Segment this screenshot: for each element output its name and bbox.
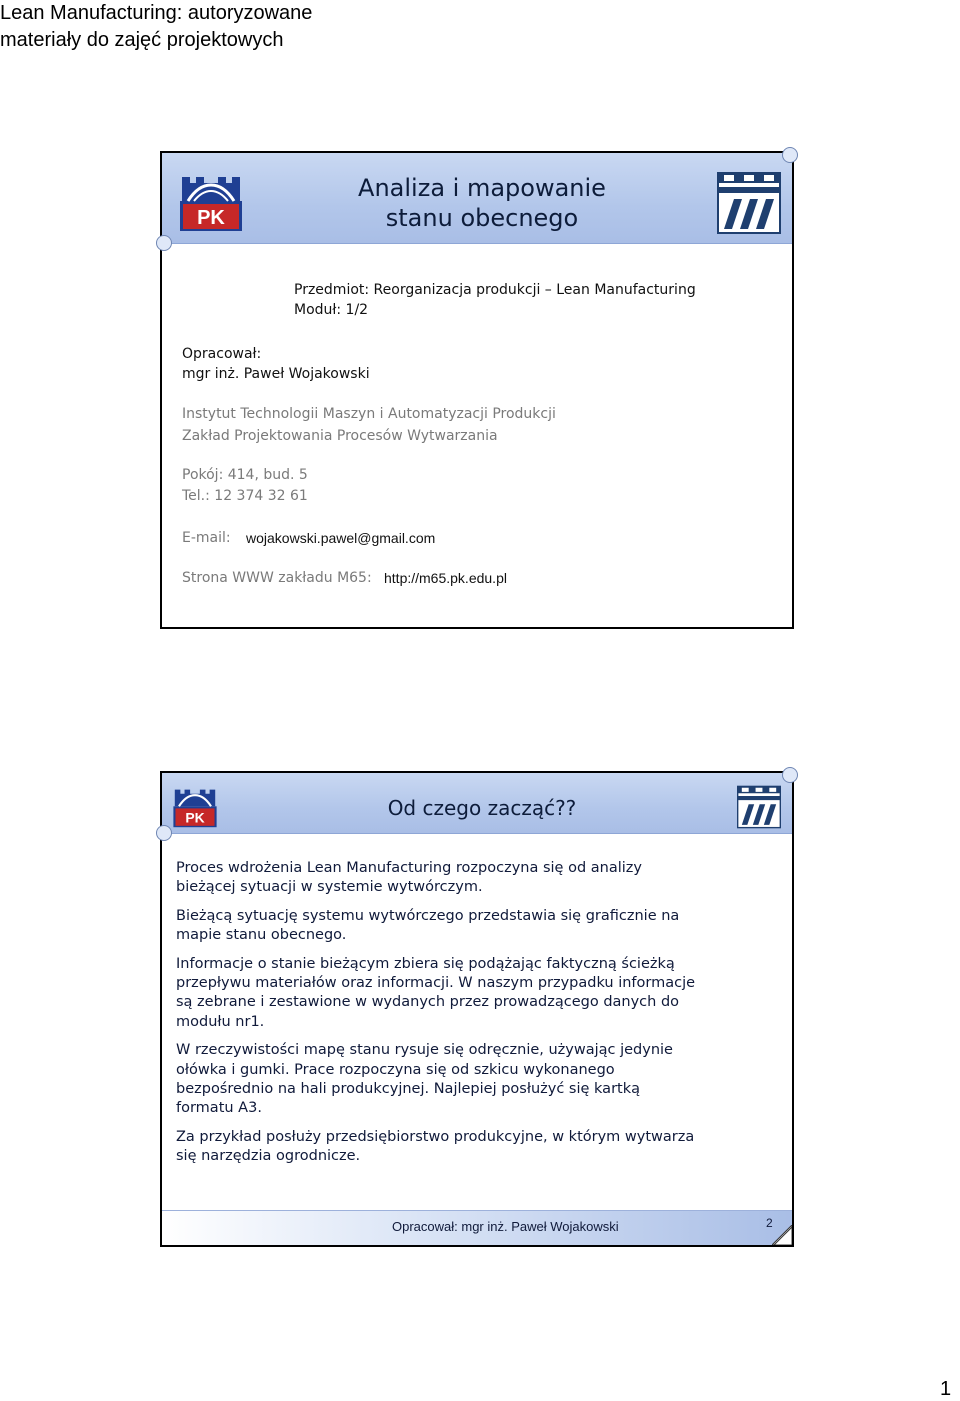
www-label: Strona WWW zakładu M65:	[182, 570, 372, 586]
slide-title	[160, 151, 794, 629]
body-line: Informacje o stanie bieżącym zbiera się podążając faktyczną ścieżką	[176, 955, 675, 972]
logo-letters: PK	[185, 809, 205, 826]
body-line: są zebrane i zestawione w wydanych przez prowadzącego danych do	[176, 994, 680, 1011]
body-paragraph	[176, 1128, 776, 1167]
logo-letters: PK	[197, 207, 225, 229]
subject-text: Przedmiot: Reorganizacja produkcji – Lean Manufacturing	[294, 282, 696, 298]
body-line: Za przykład posłuży przedsiębiorstwo produkcyjne, w którym wytwarza	[176, 1128, 695, 1145]
document-title-line1: Lean Manufacturing: autoryzowane	[0, 2, 313, 24]
scroll-curl-icon	[782, 147, 798, 163]
footer-slide-number: 2	[766, 1216, 773, 1230]
institute-logo	[716, 171, 782, 235]
email-link[interactable]: wojakowski.pawel@gmail.com	[246, 530, 436, 546]
www-link[interactable]: http://m65.pk.edu.pl	[384, 570, 507, 586]
body-line: Bieżącą sytuację systemu wytwórczego przedstawia się graficznie na	[176, 907, 680, 924]
pk-university-logo	[172, 785, 218, 829]
scroll-curl-icon	[156, 235, 172, 251]
pk-university-logo	[178, 171, 244, 233]
page-curl-icon	[772, 1225, 792, 1245]
body-line: ołówka i gumki. Prace rozpoczyna się od szkicu wykonanego	[176, 1061, 615, 1078]
scroll-curl-icon	[782, 767, 798, 783]
email-label: E-mail:	[182, 530, 231, 546]
body-paragraph	[176, 859, 776, 898]
body-line: W rzeczywistości mapę stanu rysuje się odręcznie, używając jedynie	[176, 1042, 673, 1059]
document-title	[0, 0, 420, 54]
slide-title-line2: stanu obecnego	[385, 204, 579, 232]
scroll-curl-icon	[156, 825, 172, 841]
institute-name: Instytut Technologii Maszyn i Automatyzacji Produkcji	[182, 406, 556, 422]
phone-info: Tel.: 12 374 32 61	[182, 488, 308, 504]
slide-banner	[162, 773, 792, 834]
department-name: Zakład Projektowania Procesów Wytwarzania	[182, 428, 498, 444]
slide-footer	[162, 1210, 792, 1245]
body-line: Proces wdrożenia Lean Manufacturing rozpoczyna się od analizy	[176, 860, 642, 876]
slide-body	[176, 859, 776, 1176]
body-paragraph	[176, 955, 776, 1033]
slide-content	[160, 771, 794, 1247]
body-line: mapie stanu obecnego.	[176, 927, 347, 944]
institute-logo	[736, 785, 782, 829]
body-line: modułu nr1.	[176, 1013, 265, 1030]
body-line: formatu A3.	[176, 1100, 262, 1117]
slide-banner	[162, 153, 792, 244]
slide-title-text	[312, 173, 652, 233]
body-line: przepływu materiałów oraz informacji. W naszym przypadku informacje	[176, 975, 696, 992]
slide-title-line1: Analiza i mapowanie	[358, 174, 606, 202]
footer-author: Opracował: mgr inż. Paweł Wojakowski	[392, 1219, 619, 1234]
room-info: Pokój: 414, bud. 5	[182, 467, 308, 483]
body-line: bezpośrednio na hali produkcyjnej. Najlepiej posłużyć się kartką	[176, 1081, 640, 1098]
slide-title-text: Od czego zacząć??	[387, 796, 577, 820]
document-title-line2: materiały do zajęć projektowych	[0, 29, 284, 51]
module-text: Moduł: 1/2	[294, 302, 369, 318]
body-paragraph	[176, 907, 776, 946]
page-number: 1	[940, 1378, 952, 1400]
body-line: się narzędzia ogrodnicze.	[176, 1148, 361, 1165]
prepared-label: Opracował:	[182, 346, 262, 362]
body-line: bieżącej sytuacji w systemie wytwórczym.	[176, 879, 483, 896]
body-paragraph	[176, 1041, 776, 1119]
author-name: mgr inż. Paweł Wojakowski	[182, 366, 370, 382]
